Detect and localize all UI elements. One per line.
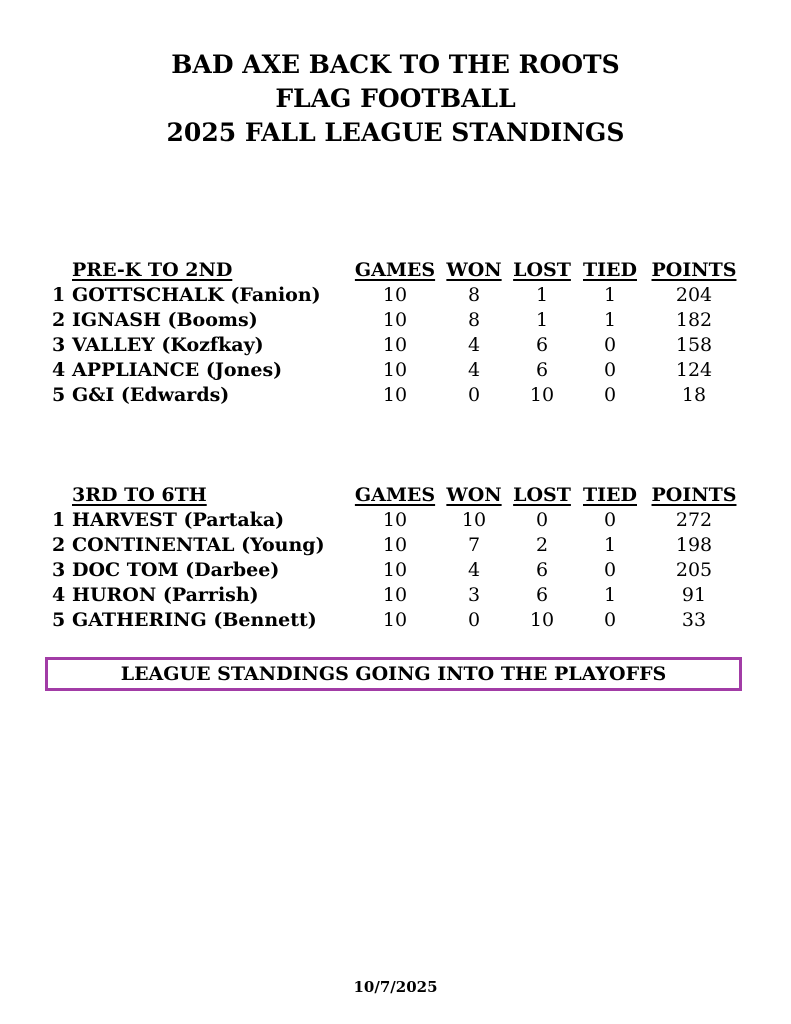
standings-table-prek-2nd xyxy=(0,258,791,408)
lost-value: 6 xyxy=(535,559,549,581)
column-header-lost: LOST xyxy=(513,484,571,506)
lost-value: 2 xyxy=(535,534,549,556)
rank: 3 xyxy=(52,334,66,356)
points-value: 158 xyxy=(675,334,713,356)
column-header-points: POINTS xyxy=(651,259,737,281)
column-header-lost: LOST xyxy=(513,259,571,281)
lost-value: 6 xyxy=(535,584,549,606)
lost-value: 10 xyxy=(529,609,555,631)
team-name: GOTTSCHALK (Fanion) xyxy=(72,284,321,306)
won-value: 7 xyxy=(467,534,481,556)
tied-value: 0 xyxy=(603,359,617,381)
points-value: 182 xyxy=(675,309,713,331)
rank: 1 xyxy=(52,509,66,531)
games-value: 10 xyxy=(382,359,408,381)
table-row xyxy=(0,583,791,608)
table-row xyxy=(0,333,791,358)
games-value: 10 xyxy=(382,509,408,531)
team-name: APPLIANCE (Jones) xyxy=(72,359,283,381)
won-value: 4 xyxy=(467,359,481,381)
points-value: 198 xyxy=(675,534,713,556)
lost-value: 1 xyxy=(535,284,549,306)
rank: 1 xyxy=(52,284,66,306)
points-value: 18 xyxy=(681,384,707,406)
team-name: GATHERING (Bennett) xyxy=(72,609,317,631)
table-header-row xyxy=(0,258,791,283)
division-name: PRE-K TO 2ND xyxy=(72,259,233,281)
tied-value: 0 xyxy=(603,384,617,406)
won-value: 4 xyxy=(467,559,481,581)
table-row xyxy=(0,558,791,583)
tied-value: 0 xyxy=(603,609,617,631)
games-value: 10 xyxy=(382,334,408,356)
lost-value: 1 xyxy=(535,309,549,331)
points-value: 33 xyxy=(681,609,707,631)
rank: 2 xyxy=(52,534,66,556)
title-line-2: FLAG FOOTBALL xyxy=(275,84,516,113)
rank: 5 xyxy=(52,384,66,406)
rank: 4 xyxy=(52,584,66,606)
lost-value: 6 xyxy=(535,334,549,356)
games-value: 10 xyxy=(382,609,408,631)
team-name: HARVEST (Partaka) xyxy=(72,509,285,531)
won-value: 3 xyxy=(467,584,481,606)
tied-value: 1 xyxy=(603,309,617,331)
lost-value: 6 xyxy=(535,359,549,381)
won-value: 8 xyxy=(467,309,481,331)
games-value: 10 xyxy=(382,584,408,606)
table-row xyxy=(0,283,791,308)
table-row xyxy=(0,533,791,558)
tied-value: 1 xyxy=(603,584,617,606)
tied-value: 0 xyxy=(603,559,617,581)
rank: 5 xyxy=(52,609,66,631)
table-row xyxy=(0,383,791,408)
points-value: 124 xyxy=(675,359,713,381)
table-row xyxy=(0,308,791,333)
team-name: VALLEY (Kozfkay) xyxy=(72,334,264,356)
rank: 2 xyxy=(52,309,66,331)
lost-value: 10 xyxy=(529,384,555,406)
games-value: 10 xyxy=(382,559,408,581)
won-value: 8 xyxy=(467,284,481,306)
title-line-3: 2025 FALL LEAGUE STANDINGS xyxy=(166,118,625,147)
column-header-points: POINTS xyxy=(651,484,737,506)
team-name: G&I (Edwards) xyxy=(72,384,230,406)
team-name: IGNASH (Booms) xyxy=(72,309,258,331)
column-header-games: GAMES xyxy=(354,259,436,281)
team-name: HURON (Parrish) xyxy=(72,584,259,606)
division-name: 3RD TO 6TH xyxy=(72,484,207,506)
table-row xyxy=(0,358,791,383)
points-value: 204 xyxy=(675,284,713,306)
table-header-row xyxy=(0,483,791,508)
tied-value: 1 xyxy=(603,284,617,306)
page-title xyxy=(0,48,791,150)
footer-date: 10/7/2025 xyxy=(353,978,438,996)
rank: 3 xyxy=(52,559,66,581)
points-value: 272 xyxy=(675,509,713,531)
column-header-won: WON xyxy=(446,484,502,506)
rank: 4 xyxy=(52,359,66,381)
won-value: 10 xyxy=(461,509,487,531)
tied-value: 0 xyxy=(603,509,617,531)
tied-value: 1 xyxy=(603,534,617,556)
games-value: 10 xyxy=(382,534,408,556)
games-value: 10 xyxy=(382,284,408,306)
team-name: CONTINENTAL (Young) xyxy=(72,534,325,556)
won-value: 0 xyxy=(467,609,481,631)
table-row xyxy=(0,608,791,633)
points-value: 91 xyxy=(681,584,707,606)
tied-value: 0 xyxy=(603,334,617,356)
table-row xyxy=(0,508,791,533)
lost-value: 0 xyxy=(535,509,549,531)
games-value: 10 xyxy=(382,384,408,406)
games-value: 10 xyxy=(382,309,408,331)
column-header-won: WON xyxy=(446,259,502,281)
column-header-tied: TIED xyxy=(583,484,637,506)
team-name: DOC TOM (Darbee) xyxy=(72,559,280,581)
column-header-tied: TIED xyxy=(583,259,637,281)
won-value: 4 xyxy=(467,334,481,356)
playoffs-banner: LEAGUE STANDINGS GOING INTO THE PLAYOFFS xyxy=(45,657,742,691)
standings-table-3rd-6th xyxy=(0,483,791,633)
column-header-games: GAMES xyxy=(354,484,436,506)
won-value: 0 xyxy=(467,384,481,406)
points-value: 205 xyxy=(675,559,713,581)
title-line-1: BAD AXE BACK TO THE ROOTS xyxy=(171,50,620,79)
